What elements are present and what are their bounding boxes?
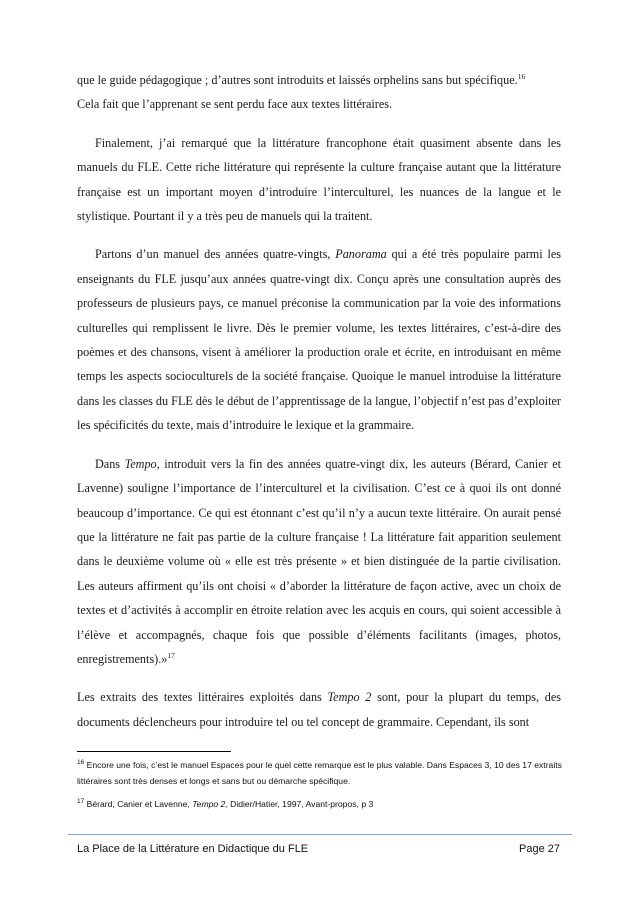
footnote-separator [77, 751, 231, 752]
footnotes [77, 757, 567, 812]
paragraph-4 [77, 452, 561, 672]
paragraph-1 [77, 68, 561, 117]
book-title-tempo-2: Tempo 2 [327, 690, 372, 705]
body-text [77, 68, 561, 734]
footnote-17-text-a: Bérard, Canier et Lavenne, [84, 799, 193, 809]
footnote-16-number: 16 [77, 759, 85, 767]
paragraph-3-text-b: qui a été très populaire parmi les enseignants du FLE jusqu’aux années quatre-vingt dix. Conçu après une consultation auprès des professeurs de plusieurs pays, ce manuel préconise la communication par la voie des informations culturelles qui remplissent le livre. Dès le premier volume, les textes littéraires, c’est-à-dire des poèmes et des chansons, visent à améliorer la production orale et écrite, en introduisant en même temps les aspects socioculturels de la société française. Quoique le manuel introduise la littérature dans les classes du FLE dès le début de l’apprentissage de la langue, l’objectif n’est pas d’exploiter les spécificités du texte, mais d’introduire le lexique et la grammaire. [77, 247, 561, 433]
footnote-16 [77, 757, 567, 789]
paragraph-3-text-a: Partons d’un manuel des années quatre-vingts, [95, 247, 336, 262]
book-title-tempo: Tempo [124, 456, 157, 471]
footnote-17-text-b: Didier/Hatier, 1997, Avant-propos, p 3 [227, 799, 374, 809]
paragraph-4-text-b: , introduit vers la fin des années quatre-vingt dix, les auteurs (Bérard, Canier et Lavenne) souligne l’importance de l’interculturel et la civilisation. C’est ce à quoi ils ont donné beaucoup d’importance. Ce qui est étonnant c’est qu’il n’y a aucun texte littéraire. On aurait pensé que la littérature ne fait pas partie de la culture française ! La littérature fait apparition seulement dans le deuxième volume où « elle est très présente » et bien distinguée de la partie civilisation. Les auteurs affirment qu’ils ont choisi « d’aborder la littérature de façon active, avec un choix de textes et d’activités à accomplir en étroite relation avec les acquis en cours, qui soient accessible à l’élève et accompagnés, chaque fois que possible d’éléments facilitants (images, photos, enregistrements).» [77, 456, 561, 666]
paragraph-5-text-a: Les extraits des textes littéraires exploités dans [77, 690, 328, 705]
book-title-panorama: Panorama [335, 247, 387, 262]
footer-divider [68, 834, 572, 835]
footer-title: La Place de la Littérature en Didactique du FLE [77, 843, 309, 855]
footnote-17-title: Tempo 2, [192, 799, 228, 809]
paragraph-1-text-b: Cela fait que l’apprenant se sent perdu face aux textes littéraires. [77, 97, 393, 112]
paragraph-1-text-a: que le guide pédagogique ; d’autres sont introduits et laissés orphelins sans but spécifique. [77, 73, 518, 87]
paragraph-4-text-a: Dans [95, 456, 125, 471]
paragraph-2: Finalement, j’ai remarqué que la littérature francophone était quasiment absente dans les manuels du FLE. Cette riche littérature qui représente la culture française autant que la littérature française est un important moyen d’introduire l’interculturel, les nuances de la langue et le stylistique. Pourtant il y a très peu de manuels qui la traitent. [77, 135, 561, 224]
footnote-17 [77, 796, 567, 812]
footnote-17-number: 17 [77, 798, 85, 806]
page-number: Page 27 [519, 843, 560, 855]
footnote-ref-16[interactable]: 16 [517, 71, 526, 81]
paragraph-5-text-b: sont, pour la plupart du temps, des documents déclencheurs pour introduire tel ou tel concept de grammaire. Cependant, ils sont [77, 690, 561, 729]
paragraph-5 [77, 685, 561, 734]
footnote-16-text: Encore une fois, c’est le manuel Espaces pour le quel cette remarque est le plus valable. Dans Espaces 3, 10 des 17 extraits littéraires sont très denses et longs et sans but ou démarche spécifique. [77, 760, 562, 786]
footnote-ref-17[interactable]: 17 [167, 650, 175, 660]
paragraph-3 [77, 242, 561, 437]
